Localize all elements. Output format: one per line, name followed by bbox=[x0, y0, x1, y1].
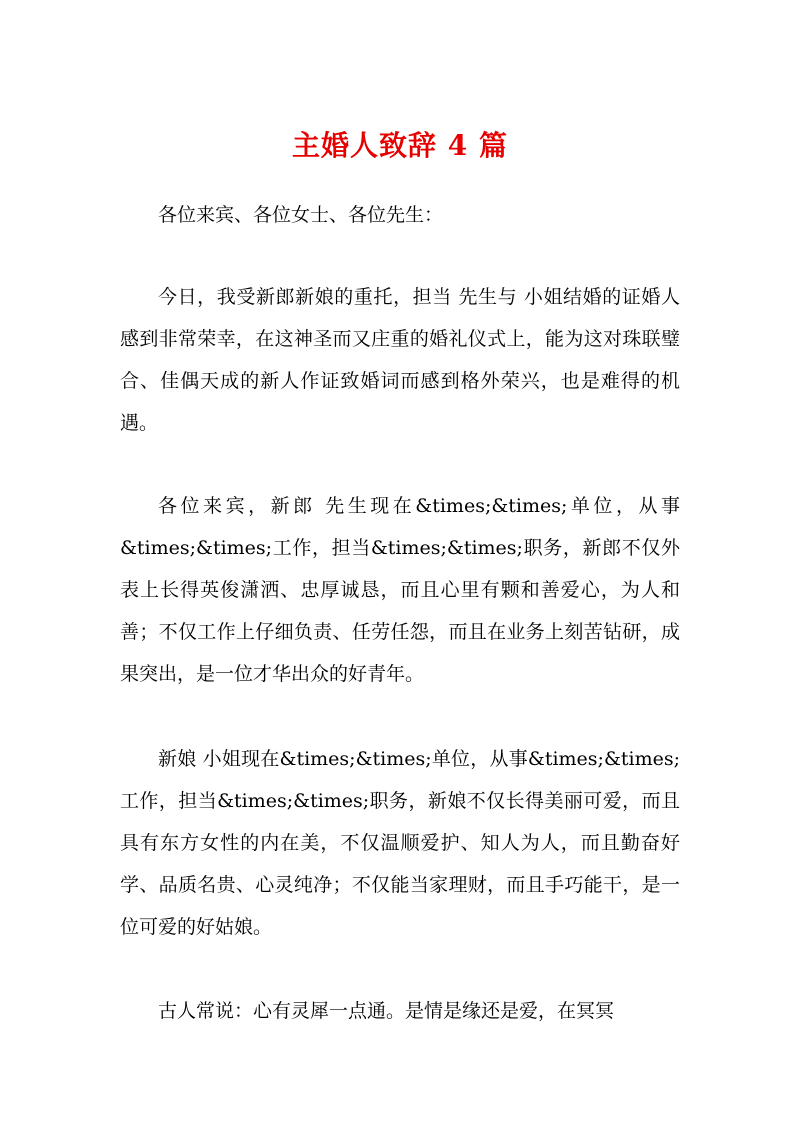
paragraph-4: 古人常说：心有灵犀一点通。是情是缘还是爱，在冥冥 bbox=[158, 1000, 615, 1022]
salutation: 各位来宾、各位女士、各位先生： bbox=[158, 204, 444, 226]
paragraph-3: 新娘 小姐现在&times;&times;单位，从事&times;&times;工作，担当&times;&times;职务，新娘不仅长得美丽可爱，而且具有东方女性的内在美，不仅温顺爱护、知人为人，而且勤奋好学、品质名贵、心灵纯净；不仅能当家理财，而且手巧能干，是一位可爱的好姑娘。 bbox=[120, 748, 680, 938]
paragraph-1: 今日，我受新郎新娘的重托，担当 先生与 小姐结婚的证婚人感到非常荣幸，在这神圣而又庄重的婚礼仪式上，能为这对珠联璧合、佳偶天成的新人作证致婚词而感到格外荣兴，也是难得的机遇。 bbox=[120, 286, 680, 434]
paragraph-2: 各位来宾，新郎 先生现在&times;&times;单位，从事&times;&times;工作，担当&times;&times;职务，新郎不仅外表上长得英俊潇洒、忠厚诚恳，而且心里有颗和善爱心，为人和善；不仅工作上仔细负责、任劳任怨，而且在业务上刻苦钻研，成果突出，是一位才华出众的好青年。 bbox=[120, 495, 680, 685]
document-title: 主婚人致辞 4 篇 bbox=[292, 129, 508, 162]
